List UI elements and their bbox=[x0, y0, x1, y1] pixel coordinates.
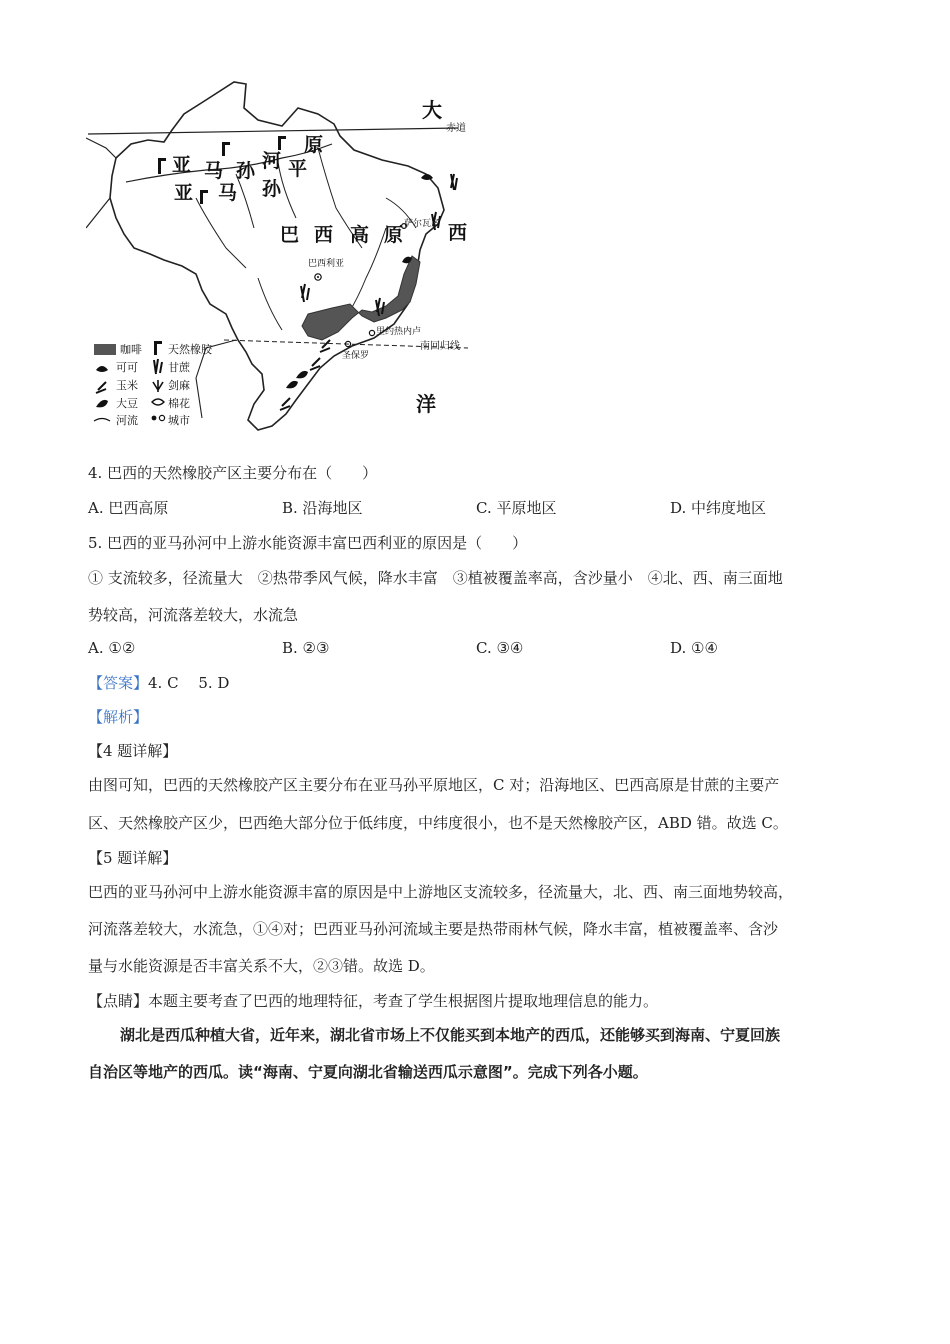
q5-statement-1: ① 支流较多，径流量大 ②热带季风气候，降水丰富 ③植被覆盖率高，含沙量小 ④北、西、南三面地 bbox=[88, 569, 783, 587]
cocoa-icon bbox=[96, 366, 108, 372]
map-label-he: 河 bbox=[262, 150, 282, 172]
q5-detail-line-3: 量与水能资源是否丰富关系不大，②③错。故选 D。 bbox=[88, 957, 435, 975]
legend-city: 城市 bbox=[168, 414, 190, 427]
answer-line bbox=[88, 674, 888, 692]
q5-statement-2: 势较高，河流落差较大，水流急 bbox=[88, 606, 299, 624]
legend-cotton: 棉花 bbox=[168, 397, 190, 410]
q5-option-a: A. ①② bbox=[88, 639, 136, 657]
q4-detail-title: 【4 题详解】 bbox=[88, 742, 178, 760]
map-label-yuan2: 原 bbox=[384, 224, 404, 246]
map-label-rio: 里约热内卢 bbox=[376, 327, 422, 337]
map-label-saopaulo: 圣保罗 bbox=[342, 351, 370, 361]
legend-river: 河流 bbox=[116, 414, 138, 427]
map-label-brasilia: 巴西利亚 bbox=[308, 259, 345, 269]
sugarcane-icon bbox=[154, 359, 162, 374]
q5-option-d: D. ①④ bbox=[670, 639, 718, 657]
map-label-yang: 洋 bbox=[416, 392, 436, 416]
q5-option-c: C. ③④ bbox=[476, 639, 524, 657]
map-label-sun1: 孙 bbox=[236, 160, 256, 182]
analysis-tag: 【解析】 bbox=[88, 708, 149, 726]
q5-detail-title: 【5 题详解】 bbox=[88, 849, 178, 867]
legend-coffee: 咖啡 bbox=[120, 343, 142, 356]
river-icon bbox=[94, 419, 110, 422]
comment-line: 【点睛】本题主要考查了巴西的地理特征，考查了学生根据图片提取地理信息的能力。 bbox=[88, 992, 659, 1010]
q4-stem: 4. 巴西的天然橡胶产区主要分布在（ ） bbox=[88, 464, 378, 482]
q4-option-d: D. 中纬度地区 bbox=[670, 499, 767, 517]
map-label-gao: 高 bbox=[350, 224, 370, 246]
equator-line bbox=[88, 128, 458, 134]
coffee-icon bbox=[94, 344, 116, 355]
q4-detail-line-1: 由图可知，巴西的天然橡胶产区主要分布在亚马孙平原地区，C 对；沿海地区、巴西高原是甘蔗的主要产 bbox=[88, 776, 780, 794]
q4-option-c: C. 平原地区 bbox=[476, 499, 557, 517]
brazil-map-drawing bbox=[86, 78, 486, 434]
map-label-xi2: 西 bbox=[448, 222, 468, 244]
q5-detail-line-2: 河流落差较大，水流急，①④对；巴西亚马孙河流域主要是热带雨林气候，降水丰富，植被覆盖率、含沙 bbox=[88, 920, 779, 938]
next-intro-line-2: 自治区等地产的西瓜。读“海南、宁夏向湖北省输送西瓜示意图”。完成下列各小题。 bbox=[88, 1063, 648, 1081]
map-label-yuan1: 原 bbox=[304, 134, 324, 156]
cotton-icon bbox=[152, 399, 164, 405]
legend-cocoa: 可可 bbox=[116, 361, 138, 374]
map-label-sun2: 孙 bbox=[262, 178, 282, 200]
map-label-ma2: 马 bbox=[218, 182, 238, 204]
map-label-ya1: 亚 bbox=[172, 154, 192, 176]
next-intro-line-1: 湖北是西瓜种植大省，近年来，湖北省市场上不仅能买到本地产的西瓜，还能够买到海南、宁夏回族 bbox=[120, 1026, 781, 1044]
corn-icon bbox=[96, 382, 106, 393]
map-label-da: 大 bbox=[422, 98, 442, 122]
map-label-tropic: 南回归线 bbox=[420, 341, 460, 352]
legend-corn: 玉米 bbox=[116, 379, 138, 392]
legend-rubber: 天然橡胶 bbox=[168, 343, 212, 356]
map-label-ping: 平 bbox=[288, 158, 308, 180]
sisal-icon bbox=[153, 380, 163, 392]
answer-tag: 【答案】 bbox=[88, 674, 149, 692]
rio-city-icon bbox=[369, 330, 374, 335]
map-label-ma1: 马 bbox=[204, 160, 224, 182]
soybean-icon bbox=[96, 400, 108, 408]
legend-sugarcane: 甘蔗 bbox=[168, 361, 190, 374]
legend-sisal: 剑麻 bbox=[168, 379, 190, 392]
q5-stem: 5. 巴西的亚马孙河中上游水能资源丰富巴西利亚的原因是（ ） bbox=[88, 534, 528, 552]
map-label-ba: 巴 bbox=[280, 224, 300, 246]
brazil-outline bbox=[110, 82, 444, 430]
map-label-equator: 赤道 bbox=[446, 123, 466, 134]
answer-text: 4. C 5. D bbox=[148, 674, 230, 692]
legend-soybean: 大豆 bbox=[116, 397, 138, 410]
brazil-map bbox=[86, 78, 486, 434]
map-label-xi1: 西 bbox=[314, 224, 334, 246]
q5-detail-line-1: 巴西的亚马孙河中上游水能资源丰富的原因是中上游地区支流较多，径流量大，北、西、南三面地势较高， bbox=[88, 883, 794, 901]
city-icon bbox=[152, 416, 157, 421]
map-label-salvador: 萨尔瓦多 bbox=[404, 219, 441, 229]
q4-detail-line-2: 区、天然橡胶产区少，巴西绝大部分位于低纬度，中纬度很小，也不是天然橡胶产区，ABD 错。故选 C。 bbox=[88, 814, 788, 832]
map-label-ya2: 亚 bbox=[174, 182, 194, 204]
q4-option-a: A. 巴西高原 bbox=[88, 499, 169, 517]
q5-option-b: B. ②③ bbox=[282, 639, 330, 657]
q4-option-b: B. 沿海地区 bbox=[282, 499, 363, 517]
